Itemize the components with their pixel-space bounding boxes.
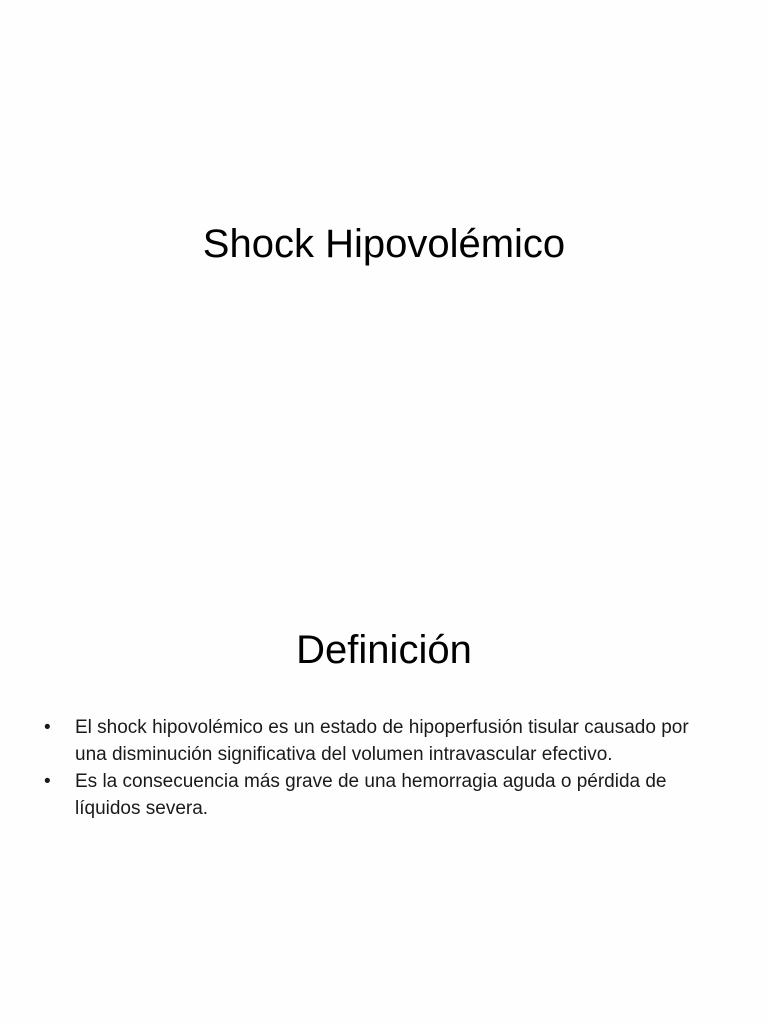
bullet-icon: • <box>44 717 51 738</box>
bullet-item <box>44 714 724 768</box>
definition-slide <box>0 512 768 1024</box>
bullet-text: Es la consecuencia más grave de una hemorragia aguda o pérdida de líquidos severa. <box>75 771 667 819</box>
bullet-item <box>44 768 724 822</box>
bullet-list <box>44 714 724 822</box>
slide-heading: Definición <box>296 628 472 672</box>
bullet-text: El shock hipovolémico es un estado de hipoperfusión tisular causado por una disminución significativa del volumen intravascular efectivo. <box>75 717 689 765</box>
bullet-icon: • <box>44 771 51 792</box>
slide-title: Shock Hipovolémico <box>202 222 566 266</box>
